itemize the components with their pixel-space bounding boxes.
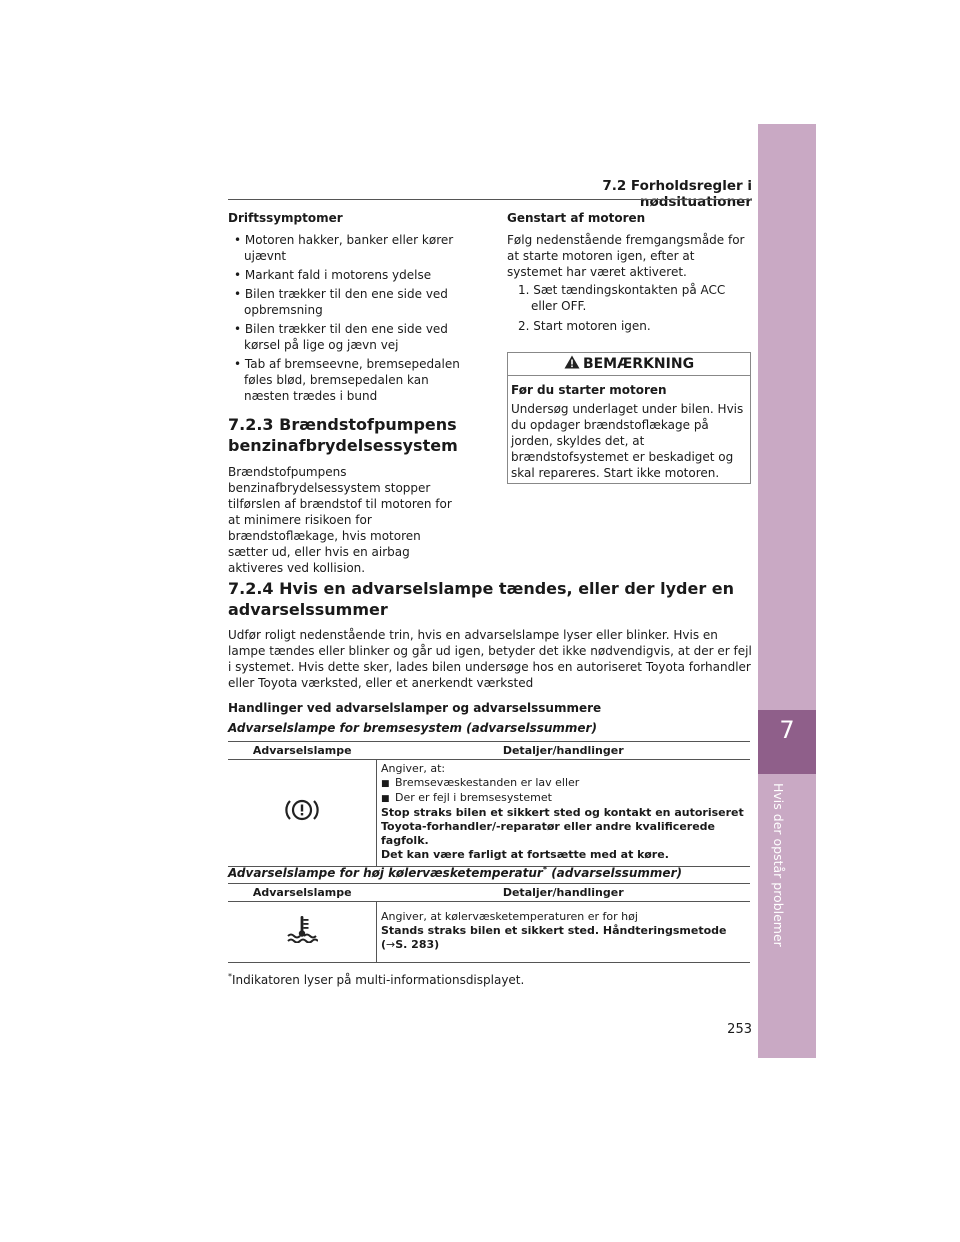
footnote: *Indikatoren lyser på multi-informationsdisplayet.	[228, 972, 525, 987]
col-header-details: Detaljer/handlinger	[377, 884, 751, 902]
right-column	[507, 210, 749, 334]
table1-item: ■ Der er fejl i bremsesystemet	[381, 791, 552, 804]
symptom-item: • Bilen trækker til den ene side ved opbremsning	[234, 287, 448, 317]
table-row	[228, 902, 750, 963]
symptom-item: • Tab af bremseevne, bremsepedalen føles blød, bremsepedalen kan næsten trædes i bund	[234, 357, 460, 403]
restart-step: 1. Sæt tændingskontakten på ACC eller OFF.	[518, 283, 726, 313]
warning-triangle-icon	[564, 355, 580, 373]
section-723-title: 7.2.3 Brændstofpumpens benzinafbrydelsessystem	[228, 415, 458, 455]
page-number: 253	[727, 1022, 752, 1037]
symptoms-heading: Driftssymptomer	[228, 211, 343, 225]
page-reference-link[interactable]: S. 283	[395, 938, 435, 951]
coolant-temperature-icon	[286, 933, 318, 946]
section-724-body: Udfør roligt nedenstående trin, hvis en advarselslampe lyser eller blinker. Hvis en lampe tændes eller blinker og går ud igen, betyder det ikke nødvendigvis, at der er fejl i systemet. Hvis dette sker, lades bilen undersøge hos en autoriseret Toyota forhandler eller Toyota værksted, eller et anerkendt værksted	[228, 628, 752, 690]
section-724-title: 7.2.4 Hvis en advarselslampe tændes, eller der lyder en advarselssummer	[228, 579, 735, 619]
restart-step: 2. Start motoren igen.	[518, 319, 651, 333]
col-header-lamp: Advarselslampe	[228, 742, 377, 760]
running-header: 7.2 Forholdsregler i nødsituationer	[602, 178, 752, 210]
brake-warning-table	[228, 741, 750, 867]
table-row	[228, 760, 750, 867]
notice-body: Undersøg underlaget under bilen. Hvis du opdager brændstoflækage på jorden, skyldes det, at brændstofsystemet er beskadiget og skal repareres. Start ikke motoren.	[511, 402, 744, 480]
chapter-title: Hvis der opstår problemer	[771, 783, 786, 947]
notice-box	[507, 352, 751, 484]
restart-intro: Følg nedenstående fremgangsmåde for at starte motoren igen, efter at systemet har været aktiveret.	[507, 233, 745, 279]
brake-warning-icon	[285, 813, 319, 826]
coolant-warning-table	[228, 883, 750, 963]
table2-caption: Advarselslampe for høj kølervæsketemperatur* (advarselssummer)	[228, 865, 682, 880]
left-column	[228, 210, 464, 576]
table2-line: Angiver, at kølervæsketemperaturen er for høj	[381, 910, 638, 923]
section-724	[228, 578, 752, 716]
table1-action: Stop straks bilen et sikkert sted og kontakt en autoriseret Toyota-forhandler/-reparatør eller andre kvalificerede fagfolk. Det kan være farligt at fortsætte med at køre.	[381, 806, 744, 861]
table1-item: ■ Bremsevæskestanden er lav eller	[381, 776, 580, 789]
col-header-lamp: Advarselslampe	[228, 884, 377, 902]
reference-arrow-icon: →	[386, 938, 396, 951]
table1-intro: Angiver, at:	[381, 762, 446, 775]
section-723-body: Brændstofpumpens benzinafbrydelsessystem stopper tilførslen af brændstof til motoren for at minimere risikoen for brændstoflækage, hvis motoren sætter ud, eller hvis en airbag aktiveres ved kollision.	[228, 465, 452, 575]
symptom-item: • Bilen trækker til den ene side ved kørsel på lige og jævn vej	[234, 322, 448, 352]
col-header-details: Detaljer/handlinger	[377, 742, 751, 760]
handling-heading: Handlinger ved advarselslamper og advarselssummere	[228, 701, 602, 715]
chapter-title-vertical	[770, 783, 802, 983]
symptom-item: • Motoren hakker, banker eller kører ujævnt	[234, 233, 454, 263]
chapter-number: 7	[779, 716, 795, 744]
table-header-row	[228, 884, 750, 902]
table-header-row	[228, 742, 750, 760]
notice-title: BEMÆRKNING	[582, 356, 695, 372]
table2-action: Stands straks bilen et sikkert sted. Håndteringsmetode (→S. 283)	[381, 924, 727, 951]
notice-header	[508, 353, 750, 376]
restart-heading: Genstart af motoren	[507, 211, 646, 225]
table1-caption: Advarselslampe for bremsesystem (advarselssummer)	[228, 721, 597, 735]
symptom-item: • Markant fald i motorens ydelse	[234, 268, 432, 282]
header-rule	[228, 199, 752, 200]
notice-subheading: Før du starter motoren	[511, 383, 667, 397]
